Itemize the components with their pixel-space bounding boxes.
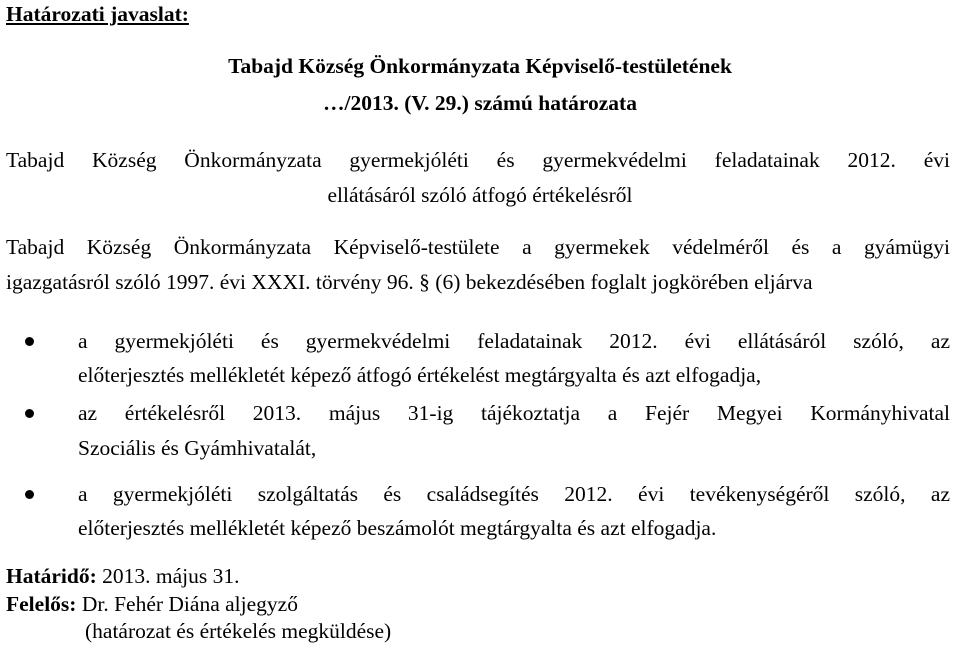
subject-line-1: Tabajd Község Önkormányzata gyermekjóléti és gyermekvédelmi feladatainak 2012. évi xyxy=(6,148,950,172)
deadline-label: Határidő: xyxy=(6,564,97,588)
item-1-line-1: a gyermekjóléti és gyermekvédelmi feladatainak 2012. évi ellátásáról szóló, az xyxy=(78,329,950,353)
bullet-icon xyxy=(25,409,34,418)
resolution-title-line-2: …/2013. (V. 29.) számú határozata xyxy=(323,91,637,115)
item-3-line-2: előterjesztés mellékletét képező beszámolót megtárgyalta és azt elfogadja. xyxy=(78,516,717,540)
item-2-line-2: Szociális és Gyámhivatalát, xyxy=(78,436,317,460)
responsible-note: (határozat és értékelés megküldése) xyxy=(85,619,392,643)
item-3-line-1: a gyermekjóléti szolgáltatás és családsegítés 2012. évi tevékenységéről szóló, az xyxy=(78,482,950,506)
responsible-row xyxy=(6,590,298,618)
document-heading: Határozati javaslat: xyxy=(6,2,189,26)
bullet-icon xyxy=(25,490,34,499)
bullet-icon xyxy=(25,337,34,346)
deadline-row xyxy=(6,562,240,590)
deadline-value: 2013. május 31. xyxy=(96,564,240,588)
item-1-line-2: előterjesztés mellékletét képező átfogó értékelést megtárgyalta és azt elfogadja, xyxy=(78,363,762,387)
preamble-line-2: igazgatásról szóló 1997. évi XXXI. törvény 96. § (6) bekezdésében foglalt jogkörében eljárva xyxy=(6,270,813,294)
item-2-line-1: az értékelésről 2013. május 31-ig tájékoztatja a Fejér Megyei Kormányhivatal xyxy=(78,401,950,425)
responsible-value: Dr. Fehér Diána aljegyző xyxy=(76,592,298,616)
responsible-label: Felelős: xyxy=(6,592,77,616)
subject-line-2: ellátásáról szóló átfogó értékelésről xyxy=(327,183,633,207)
preamble-line-1: Tabajd Község Önkormányzata Képviselő-testülete a gyermekek védelméről és a gyámügyi xyxy=(6,235,950,259)
resolution-title-line-1: Tabajd Község Önkormányzata Képviselő-testületének xyxy=(228,54,732,78)
